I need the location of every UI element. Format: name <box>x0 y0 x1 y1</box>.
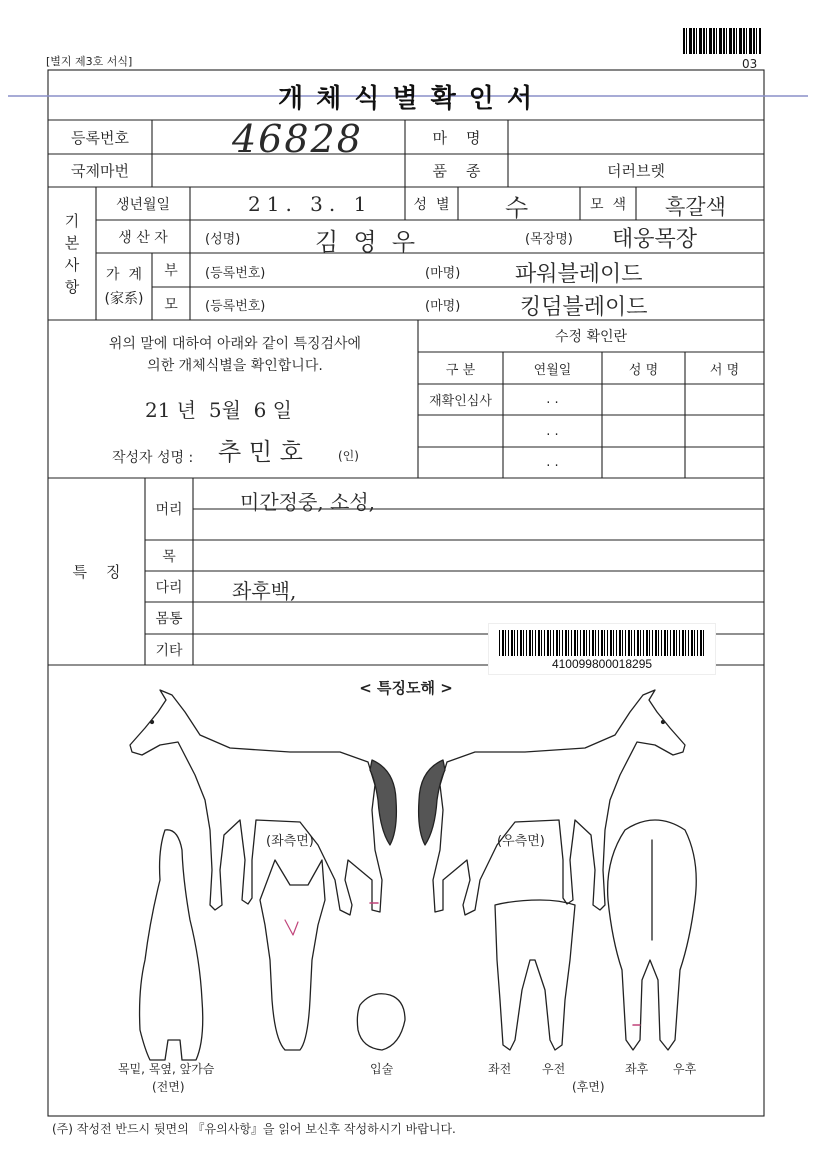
sex-value: 수 <box>505 194 529 222</box>
lips-label: 입술 <box>370 1062 394 1076</box>
page-number: 03 <box>742 57 758 71</box>
revision-col-sign: 서 명 <box>709 362 740 378</box>
front-caption: 목밑, 목옆, 앞가슴 <box>118 1062 215 1076</box>
neck-label: 목 <box>162 548 176 565</box>
sire-name-label: (마명) <box>425 266 461 281</box>
breed-value: 더러브렛 <box>607 162 665 180</box>
birth-value: 21. 3. 1 <box>248 192 373 216</box>
front-neck-outline <box>140 830 203 1060</box>
author-label: 작성자 성명 : <box>112 450 194 466</box>
features-section-label: 특 징 <box>72 563 121 581</box>
confirmation-date: 21 년 5월 6 일 <box>145 398 293 422</box>
reg-no-label: 등록번호 <box>71 128 129 147</box>
producer-label: 생 산 자 <box>118 229 168 246</box>
intl-no-label: 국제마번 <box>71 162 129 180</box>
front-legs-outline <box>495 900 575 1050</box>
seal-label: (인) <box>338 449 359 463</box>
revision-title: 수정 확인란 <box>554 329 628 345</box>
left-side-label: (좌측면) <box>266 834 314 849</box>
legs-value: 좌후백, <box>232 579 297 603</box>
right-horse-outline <box>433 690 685 915</box>
horse-name-label: 마 명 <box>432 128 481 147</box>
sire-name-value: 파워블레이드 <box>515 262 643 287</box>
revision-col-date: 연월일 <box>533 362 572 378</box>
producer-name-label: (성명) <box>205 232 241 247</box>
dam-label: 모 <box>164 296 178 313</box>
revision-col-category: 구 분 <box>445 362 476 378</box>
breed-label: 품 종 <box>432 162 481 180</box>
footer-note: (주) 작성전 반드시 뒷면의 『유의사항』을 읽어 보신후 작성하시기 바랍니다. <box>52 1122 456 1136</box>
revision-row-date: . . <box>546 392 559 407</box>
family-label: 가 계 (家系) <box>104 266 144 307</box>
dam-name-label: (마명) <box>425 299 461 314</box>
body-label: 몸통 <box>155 611 183 627</box>
revision-row-date: . . <box>546 423 559 439</box>
revision-row-date: . . <box>546 455 559 470</box>
revision-col-name: 성 명 <box>628 362 659 378</box>
left-horse-outline <box>130 690 382 915</box>
barcode-number: 410099800018295 <box>551 657 653 671</box>
basic-section-label: 기 본 사 항 <box>64 211 80 296</box>
birth-label: 생년월일 <box>115 196 171 213</box>
right-fore-label: 우전 <box>542 1062 566 1076</box>
front-sub-label: (전면) <box>152 1080 185 1094</box>
other-label: 기타 <box>155 642 183 659</box>
legs-label: 다리 <box>155 579 183 596</box>
sex-label: 성 별 <box>413 196 450 213</box>
left-hind-label: 좌후 <box>625 1062 649 1076</box>
sire-reg-label: (등록번호) <box>205 266 266 281</box>
revision-row-category: 재확인심사 <box>429 394 492 409</box>
page-title: 개 체 식 별 확 인 서 <box>277 83 535 114</box>
head-value: 미간정중, 소성, <box>240 490 375 514</box>
right-side-label: (우측면) <box>497 834 545 849</box>
dam-reg-label: (등록번호) <box>205 299 266 314</box>
diagram-title: < 특징도해 > <box>359 678 453 697</box>
lips-outline <box>357 994 405 1050</box>
reg-no-value: 46828 <box>232 117 363 161</box>
farm-value: 태웅목장 <box>612 227 698 252</box>
dam-name-value: 킹덤블레이드 <box>520 295 648 320</box>
right-hind-label: 우후 <box>673 1062 697 1076</box>
coat-value: 흑갈색 <box>665 195 726 219</box>
farm-label: (목장명) <box>525 232 573 247</box>
sire-label: 부 <box>164 263 178 279</box>
producer-name-value: 김 영 우 <box>315 228 416 256</box>
rear-sub-label: (후면) <box>572 1080 605 1094</box>
form-number-label: [별지 제3호 서식] <box>46 55 133 68</box>
author-value: 추 민 호 <box>218 438 303 466</box>
left-fore-label: 좌전 <box>488 1062 512 1076</box>
head-label: 머리 <box>155 502 183 518</box>
coat-label: 모 색 <box>590 196 626 213</box>
confirmation-statement: 위의 말에 대하여 아래와 같이 특징검사에 의한 개체식별을 확인합니다. <box>108 336 362 374</box>
head-front-outline <box>260 860 325 1050</box>
